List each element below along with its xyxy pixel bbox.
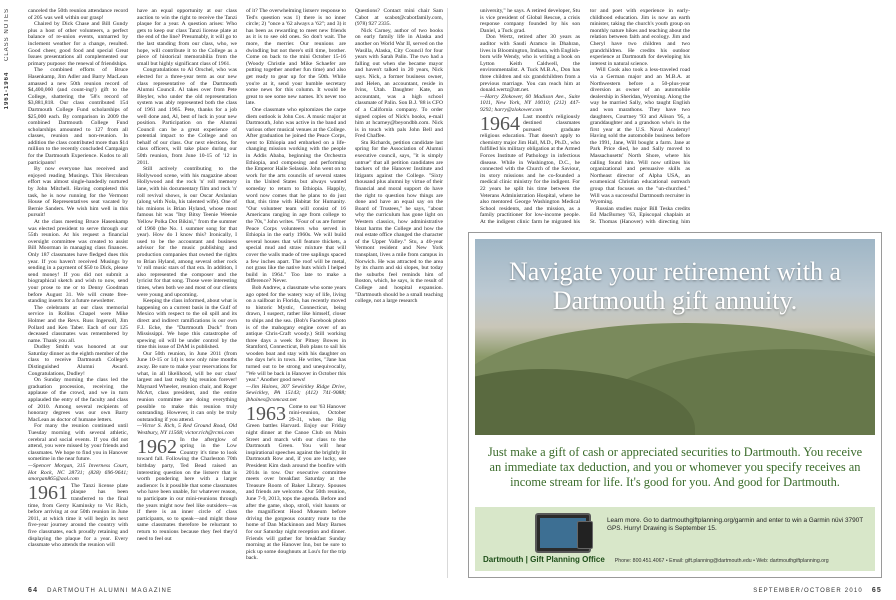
secretary-signature: —Victor S. Rich, 5 Red Ground Road, Old Westbury, NY 11568; victor.rich@rcmi.com — [137, 423, 237, 436]
paragraph: Dudley Smith was honored at our Saturday dinner as the eighth member of the class to receive Dartmouth College's Distinguished Alumni Award. Congratulations, Dudley! — [28, 344, 128, 377]
class-note-text: Come to our '63 Hanover mini-reunion, October 29-31, when the Big Green battles Harvard. Enjoy our Friday night dinner at the Canoe Club on Main Street and march with our class to the Dartmouth Green. You will hear inspirational speeches against the brightly lit Dartmouth Row and, if you are lucky, see President Kim dash around the bonfire with 2014s in tow. Our executive committee meets over breakfast Saturday at the Treasure Room of Baker Library. Spouses and friends are welcome. Our 50th reunion, June 7-9, 2013, tops the agenda. Before and after the game, shop, stroll, visit haunts or the magnificent Hood Museum before driving the gorgeous country route to the home of Dan Mackinnon and Mary Barnes for our Saturday night reception and dinner. Friends will gather for breakfast Sunday morning at the Hanover Inn, but be sure to pick up some doughnuts at Lou's for the trip back. — [246, 403, 346, 562]
class-note-text: Last month's religiously destined classmates pursued graduate religious education. That doesn't apply to chemistry major Jim Hall, M.D., Ph.D., who fulfilled his military obligation at the Armed Forces Institute of Pathology in infectious disease. While in Washington, D.C., he connected with the Church of the Saviour, its story missions and he co-founded a medical clinic ministry for the indigent. For 22 years he split his time between the Veterans Administration Hospital, where he also mentored George Washington Medical School residents, and the mission, as a family practitioner for low-income people. At the indigent clinic farm he migrated his — [480, 113, 580, 225]
paragraph: Stu Richards, petition candidate last spring for the Association of Alumni executive council, says, "it is simply untrue" that all petition candidates are backers of the Hanover Institute and litigants against the College. "Sixty thousand plus alumni by virtue of their financial and moral support do have the right to question how things are done and have an equal say on the Board of Trustees," he says, "about why the curriculum has gone light on Western classics, how administrative bloat harms the College and how the real estate office changed the character of the Upper Valley." Stu, a 40-year Vermont resident and New York transplant, lives a mile from campus in Norwich. He was attracted to the area by its charm and ski slopes, but today the suburbs feel reminds him of Boston, which, he says, is the result of College and hospital expansion. "Dartmouth should be a small teaching college, not a large research — [355, 139, 443, 305]
paragraph: The celebrants at our class memorial service in Rollins Chapel were Mike Holmer and the Revs. Russ Ingersoll, Jim Pollard and Ken Taber. Each of our 125 deceased classmates was remembered by name. Thank you all. — [28, 304, 128, 344]
paragraph: By now everyone has received and enjoyed reading Musings. This Herculean effort was almost single-handedly nurtured by John Mitchell. Having completed this task, he is now running for the Vermont House of Representatives seat vacated by Bernie Sanders. We wish him well in this pursuit! — [28, 166, 128, 219]
paragraph: One classmate who epitomizes the carpe diem outlook is John Cox. A music major at Dartmouth, John was active in the band and various other musical venues at the College. After graduation he joined the Peace Corps, went to Ethiopia and embarked on a life-changing mission working with the people in Addis Ababa, beginning the Orchestra Ethiopia, and composing and performing the Emperor Haile Selassie. John went on to work for the arts councils of several states in the United States but always wanted someday to return to Ethiopia. Happily, word now comes that he plans to do just that, this time with Habitat for Humanity. "Our volunteer team will consist of 16 Americans ranging in age from college to the 70s," John writes. "Four of us are former Peace Corps volunteers who served in Ethiopia in the early 1960s. We will build several houses that will feature thickets, a special mud and straw mixture that will cover the walls made of tree saplings spaced a few inches apart. The roof will be metal, not grass like the native huts which I helped build in 1964." Too late to make a difference? Never. — [246, 106, 346, 285]
column-6 — [590, 8, 690, 226]
secretary-signature: —Spencer Morgan, 315 Inverness Court, Hot Rock, NC 28731; (828) 696-9641; smorgan865@aol.com — [28, 462, 128, 483]
paragraph: Our 50th reunion, in June 2011 (from June 10-15 or 14) is now only nine months away. Be sure to make your reservations for what, in all likelihood, will be our class' largest and last really big reunion forever! Maynard Wheeler, reunion chair, and Roger McArt, class president, and the entire reunion committee are doing everything possible to make this reunion truly outstanding. However, it can only be truly outstanding if you attend. — [137, 350, 237, 423]
page-gutter — [447, 8, 448, 578]
column-1 — [28, 8, 128, 571]
ad-body-text: Just make a gift of cash or appreciated securities to Dartmouth. You receive an immediate tax deduction, and you or whomever you specify receives an income stream for life. It's good for you. And good for Dartmouth. — [487, 445, 863, 489]
class-1964-note — [480, 114, 580, 227]
paragraph: of it? The overwhelming listserv response to Ted's question was 1) there is no inner circle; 2) "once a '62 always a '62"; and 3) it has been as rewarding to meet new friends as it is to see old ones. So don't wait. The more, the merrier. Our reunions are dwindling but not there's still time, brother. Come on back to the mini October 15-16 (Woody Christie and Mike Schaefer are putting together another fun time) and also get ready to gear up for the 50th. While you're at it, send your humble secretary some news for this column. It would be great to see some new names. It's never too late. — [246, 8, 346, 107]
column-5 — [480, 8, 580, 226]
phone-icon — [577, 521, 593, 549]
secretary-signature: —Jim Haines, 307 Sewickley Ridge Drive, Sewickley, PA 15143; (412) 741-9088; jbhaines@comcast.net — [246, 383, 346, 404]
class-year-heading: 1962 — [137, 435, 177, 458]
ad-landscape-photo — [475, 239, 875, 435]
issue-date: SEPTEMBER/OCTOBER 2010 — [753, 588, 863, 594]
class-note-text: In the afterglow of spring in the Low Country it's time to look toward fall. Following the Charleston 70th birthday party, Ted Bead raised an interesting question on the listserv that is worth pondering here with a larger audience: Is it possible that some classmates who have been unable, for whatever reason, to participate in our mini-reunions through the years might now feel like outsiders—as if there is an inner circle of class participants, so to speak—and might those same classmates therefore be reluctant to return to reunions because they feel they'd need to feel out — [137, 436, 237, 542]
paragraph: Chaired by Dick Chase and Bill Gundy plus a host of other volunteers, a perfect balance of re-union events, unmarred by inclement weather for a change, resulted. Good cheer, good food and special Great Issues presentations all complemented our primary purpose: the renewal of friendships. — [28, 21, 128, 67]
running-tab-section: CLASS NOTES — [4, 8, 10, 62]
class-1962-note — [137, 437, 237, 543]
paragraph: For many the reunion continued until Tuesday morning with several athletic, cerebral and social events. If you did not attend, you were missed by your friends and classmates. We hope to find you in Hanover sometime in the near future. — [28, 423, 128, 463]
paragraph: At the class meeting Bruce Hasenkamp was elected president to serve through our 55th reunion. At his request a financial oversight committee was created to assist Bill Moorman in managing class finances. Only 187 classmates have fledged dues this year. If you haven't received Musings by sending in a payment of $50 to Dick, please send money! If you did not submit a biographical sketch and wish to now, send your prose to me or to Denny Goodman before August 31. We will create free-standing inserts for a future newsletter. — [28, 219, 128, 305]
column-3 — [246, 8, 346, 571]
ad-footer — [483, 555, 879, 564]
paragraph: Questions? Contact mini chair Sam Cabot at scabot@cabotfamily.com, (978) 927 2335. — [355, 8, 443, 28]
secretary-signature: —Harry Zlokower, 60 Madison Ave., Suite 1011, New York, NY 10010; (212) 447-9292; harry@zlokower.com — [480, 93, 580, 113]
class-year-heading: 1961 — [28, 481, 68, 504]
paragraph: Still actively contributing to the Hollywood scene, with his magazine about Hollywood and the rock 'n' roll memory lane, with his documentary film and rock 'n' roll revival shows, is our Oscar Arslanian (along with Nola, his talented wife). One of his minions is Brian Hyland, whose most famous hit was "Itsy Bitsy Teenie Weenie Yellow Polka Dot Bikini," from the summer of 1960 (the No. 1 summer song for that year). How do I know this? Ironically, I used to be the accountant and business advisor for the music publishing and production companies that owned the rights to Brian Hyland, among several other rock 'n' roll music stars of that era. In addition, I also represented the composer and the lyricist for that song. Those were interesting times, when both we and most of our clients were young and upcoming. — [137, 166, 237, 298]
ad-contact[interactable]: Phone: 800.451.4067 • Email: gift.planning@dartmouth.edu • Web: dartmouthgiftplanning.org — [614, 558, 829, 564]
class-year-heading: 1964 — [480, 112, 520, 135]
ad-cta-band — [475, 507, 875, 571]
running-tab — [4, 8, 16, 109]
paragraph: On Sunday morning the class led the graduation procession, receiving the applause of the crowd, and we in turn applauded the entry of the faculty and class of 2010. Among several recipients of honorary degrees was our own Barry MacLean as doctor of humane letters. — [28, 377, 128, 423]
paragraph: Bob Andrew, a classmate who some years ago opted for the watery way of life, living on a sailboat in Florida, has recently moved to historic Mystic, Connecticut, being drawn, I suspect, rather like himself, closer to ships and the sea. (Bob's Facebook photo is of the mahogany engine cover of an antique Chris-Craft woody.) Still working three days a week for Pitney Bowes in Stamford, Connecticut, Bob plans to sail his wooden boat and stay with his daughter on the days he's in town. He writes, "Jane has turned out to be strong and unequivocally, "We will be back in Hanover in October this year." Another good news! — [246, 284, 346, 384]
paragraph: The combined efforts of Bruce Hasenkamp, Jim Adler and Barry MacLean amassed a new 50th reunion record of $4,400,060 (and count-ing!) gift to the College, shattering the '58's record of $3,881,818. Our class contributed 154 Dartmouth College Fund scholarships of $25,000 each. By comparison in 2009 the combined Dartmouth College Fund scholarships amounted to 127 from all classes, reunion and non-reunion. In addition the class contributed more than $14 million to the recently concluded Campaign for the Dartmouth Experience. Kudos to all participants! — [28, 67, 128, 166]
class-year-heading: 1963 — [246, 402, 286, 425]
folio-left — [28, 587, 172, 594]
paragraph: Congratulations to Al Orschel, who was elected for a three-year term as our new class representative of the Dartmouth Alumni Council. Al takes over from Pete Bleyler, who under the old representation system was ably represented both the class of 1961 and 1965. Pete, thanks for a job well done and, Al, best of luck in your new position. Participation on the Alumni Council can be a great experience of potential impact to the College and on behalf of our class. Our next elections, for class officers, will take place during our 50th reunion, from June 10-15 of '12 in 2011. — [137, 67, 237, 166]
paragraph: Keeping the class informed, about what is happening on a current basis in the Gulf of Mexico with respect to the oil spill and its direct and indirect ramifications is our own F.J. Ecke, the "Dartmouth Duck" from Mississippi. We hope this catastrophe of spewing oil will be under control by the time this issue of DAM is published. — [137, 298, 237, 351]
folio-right — [753, 587, 882, 594]
paragraph: Russian studies major Bill Teska credits Ed MacBurney '63, Episcopal chaplain at St. Thomas (Hanover) with directing him — [590, 205, 690, 225]
column-2 — [137, 8, 237, 571]
ad-brand: Dartmouth | Gift Planning Office — [483, 555, 605, 564]
paragraph: Nick Carney, author of two books on early family life in Alaska and another on World War II, served on the Wasilla, Alaska, City Council for four years with Sarah Palin. The two had a falling out when she became mayor and haven't talked in 20 years, Nick says. Nick, a former business owner, and Helen, an accountant, reside in Ivins, Utah. Daughter Kate, an accountant, was a high school classmate of Palin. Son B.J. '88 is CFO of a California company. To order signed copies of Nick's books, e-mail him at hcarney@beyondbb.com. Nick is in touch with pals John Bell and Fred Chaffee. — [355, 27, 443, 140]
class-1961-note — [28, 483, 128, 549]
paragraph: have an equal opportunity at our class auction to win the right to receive the Tanzi plaque for a year. A question arises: Who gets to keep our class Tanzi license plate at the end of the line? Presumably, it will go to the last standing from our class, who, we hope, will contribute it to the College as a piece of historical memorabilia from the small but highly significant class of 1961. — [137, 8, 237, 67]
paragraph: Don Wertz, retired after 30 years as auditor with Saudi Aramco in Dhahran, lives in Bloomington, Indiana, with English-born wife Wendy, who is writing a book on Lytton Keith Caldwell, the environmentalist. A Tuck M.B.A., Don has three children and six grandchildren from a previous marriage. You can reach him at donald.wertz@att.net. — [480, 34, 580, 94]
class-1963-note — [246, 404, 346, 562]
page-number: 65 — [871, 587, 882, 594]
ad-learn-more[interactable]: Learn more. Go to dartmouthgiftplanning.org/garmin and enter to win a Garmin nüvi 3790T GPS. Hurry! Drawing is September 15. — [607, 517, 864, 532]
running-tab-years: 1961-1964 — [4, 71, 10, 110]
paragraph: Will Cook also took a less-traveled road via a German major and an M.B.A. at Northwestern before a 50-plus-year diversion as owner of an automobile dealership in Sheridan, Wyoming. Along the way he married Sally, who taught English and won marathons. They have two daughters, Courtney '93 and Alison '95, a granddaughter and a grandson who's in the first year at the U.S. Naval Academy! Having sold the automobile business before the 1991, Jane, Will bought a farm. Jane at Park Price died, he and Sally moved to Massachusetts' North Shore, where his calling found him. Will now utilizes his organizational and persuasive skills as Northeast director of Alpha USA, an ecumenical Christian educational outreach group that focuses on the "un-churched." Will was a successful Dartmouth recruiter in Wyoming. — [590, 67, 690, 206]
paragraph: university," he says. A retired developer, Stu is vice president of Global Rescue, a crisis response company founded by his son Daniel, a Tuck grad. — [480, 8, 580, 34]
paragraph: tor and poet with experience in early-childhood education. Jim is now an earth minister, taking the church's youth group on monthly nature hikes and teaching about the relation between faith and ecology. Jim and Cheryl have two children and two grandchildren. He credits his outdoor experience at Dartmouth for developing his interest in natural science. — [590, 8, 690, 67]
magazine-title: DARTMOUTH ALUMNI MAGAZINE — [47, 588, 173, 594]
paragraph: canceled the 50th reunion attendance record of 205 was well within our grasp! — [28, 8, 128, 21]
column-4 — [355, 8, 443, 571]
class-note-text: The Tanzi license plate plaque has been transferred to the final time, from Gerry Kaminsky to Vic Rich, before arriving at our 50th reunion in June 2011, at which time it will begin its next five-year journey around the country with five classmates, each proudly retaining and displaying the plaque for a year. Every classmate who attends the reunion will — [28, 482, 128, 549]
ad-headline: Navigate your retirement with a Dartmouth gift annuity. — [508, 257, 842, 315]
page-number: 64 — [28, 587, 39, 594]
gift-annuity-ad[interactable] — [468, 232, 882, 578]
